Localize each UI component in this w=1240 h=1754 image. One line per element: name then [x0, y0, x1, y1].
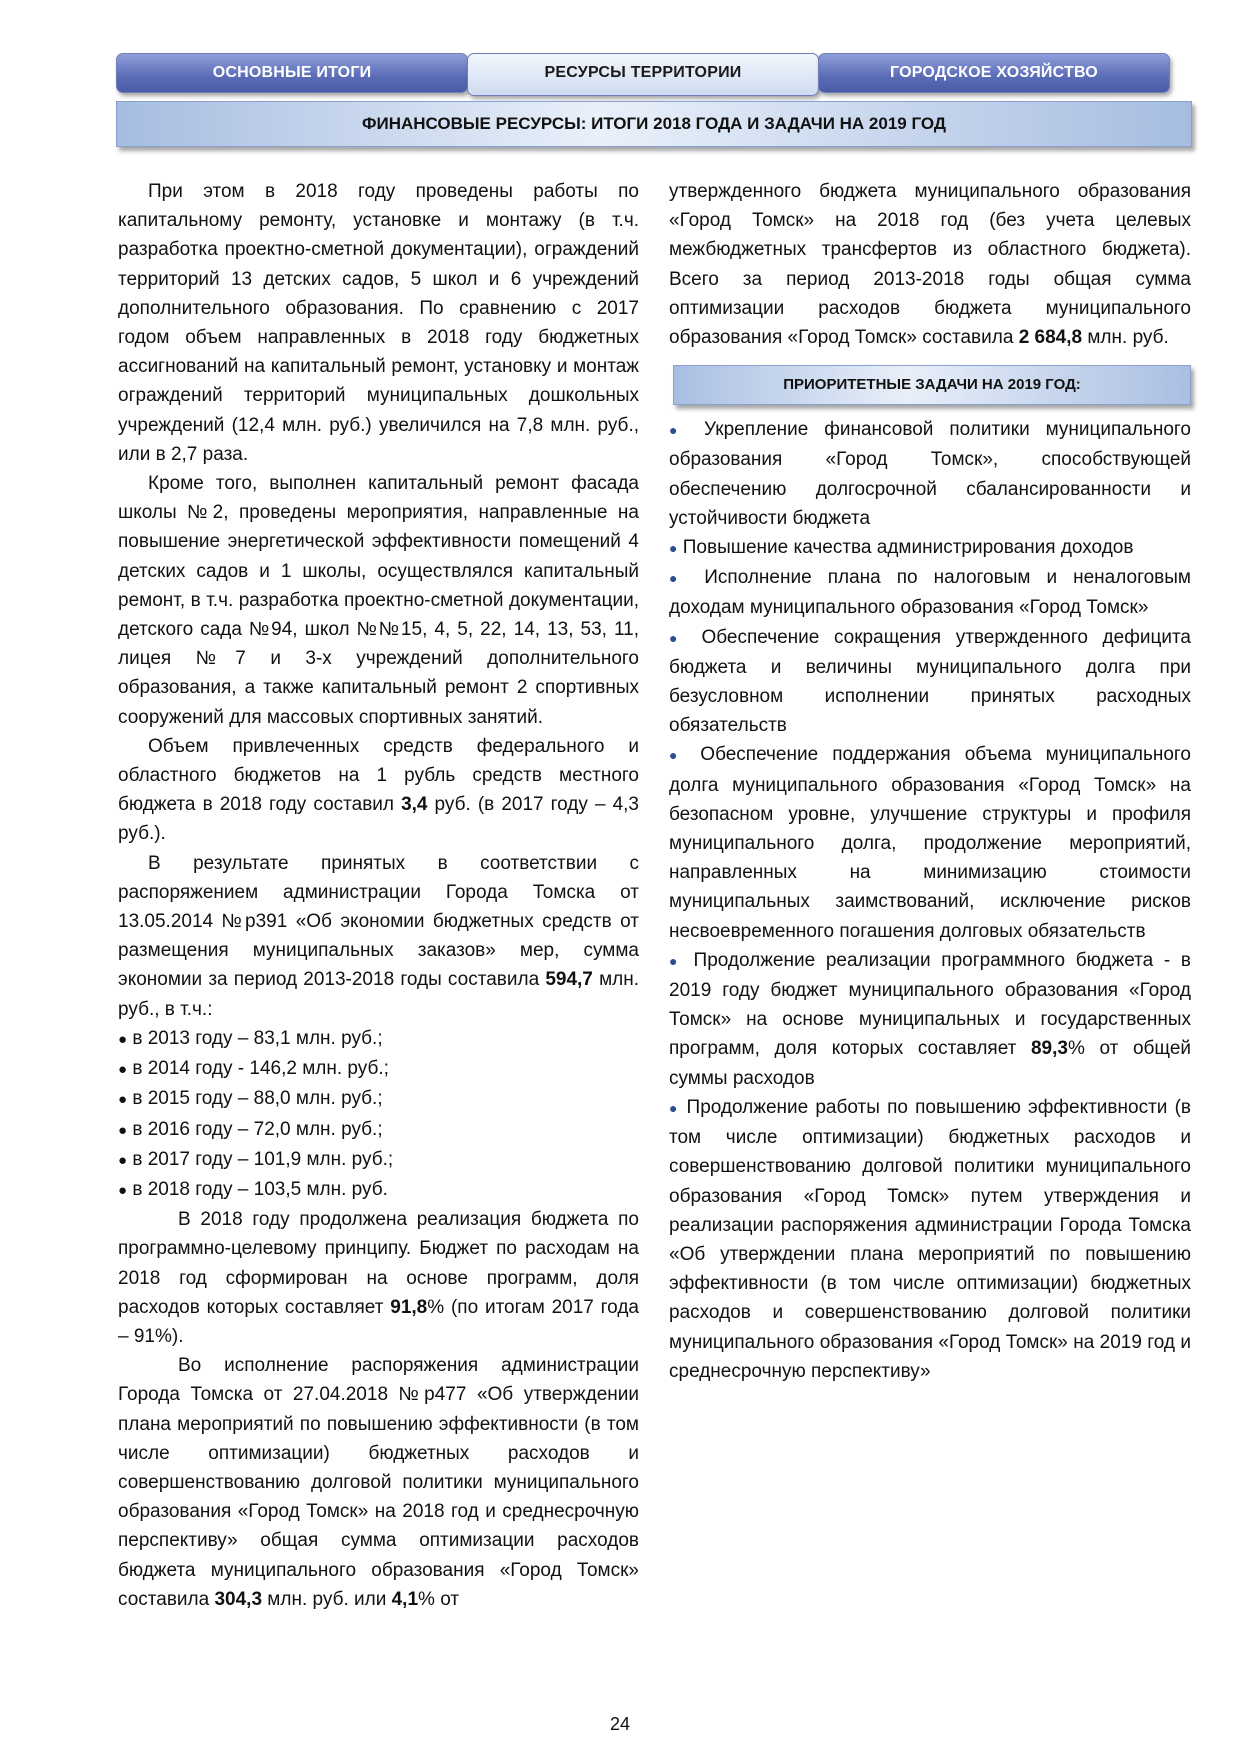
list-item: ● в 2018 году – 103,5 млн. руб.	[118, 1178, 388, 1200]
list-item: ● в 2016 году – 72,0 млн. руб.;	[118, 1118, 383, 1140]
value: 91,8	[390, 1296, 428, 1318]
text: утвержденного бюджета муниципального образования «Город Томск» на 2018 год (без учета целевых межбюджетных трансфертов из областного бюджета). Всего за период 2013-2018 годы общая сумма оптимизации расходов бюджета муниципального образования «Город Томск» составила	[669, 181, 1191, 349]
list-item: ● в 2013 году – 83,1 млн. руб.;	[118, 1027, 383, 1049]
paragraph: Кроме того, выполнен капитальный ремонт фасада школы №2, проведены мероприятия, направленные на повышение энергетической эффективности помещений 4 детских садов и 1 школы, осуществлялся капитальный ремонт, в т.ч. разработка проектно-сметной документации, детского сада №94, школ №№15, 4, 5, 22, 14, 13, 53, 11, лицея №7 и 3-х учреждений дополнительного образования, а также капитальный ремонт 2 спортивных сооружений для массовых спортивных занятий.	[118, 473, 639, 728]
list-item: ● Обеспечение поддержания объема муниципального долга муниципального образования «Город Томск» на безопасном уровне, улучшение структуры и профиля муниципального долга, продолжение мероприятий, направленных на минимизацию стоимости муниципальных заимствований, исключение рисков несвоевременного погашения долговых обязательств	[669, 744, 1191, 942]
value: 89,3	[1030, 1038, 1068, 1060]
subheader-title: ПРИОРИТЕТНЫЕ ЗАДАЧИ НА 2019 ГОД:	[783, 376, 1081, 394]
list-item: ● Повышение качества администрирования доходов	[669, 537, 1134, 559]
paragraph	[669, 177, 1191, 352]
section-tabs	[116, 53, 1190, 93]
priority-tasks-header	[673, 365, 1191, 405]
text: В 2018 году продолжена реализация бюджета по программно-целевому принципу. Бюджет по расходам на 2018 год сформирован на основе программ, доля расходов которых составляет	[118, 1209, 639, 1318]
paragraph	[118, 1351, 639, 1614]
list-item: ● Исполнение плана по налоговым и неналоговым доходам муниципального образования «Город Томск»	[669, 567, 1191, 619]
list-item: ● в 2014 году - 146,2 млн. руб.;	[118, 1058, 389, 1080]
tab-main-results[interactable]	[116, 53, 468, 93]
value: 2 684,8	[1018, 327, 1083, 349]
list-item: ● в 2015 году – 88,0 млн. руб.;	[118, 1088, 383, 1110]
tab-label: РЕСУРСЫ ТЕРРИТОРИИ	[544, 64, 742, 81]
text: В результате принятых в соответствии с распоряжением администрации Города Томска от 13.05.2014 №р391 «Об экономии бюджетных средств от размещения муниципальных заказов» мер, сумма экономии за период 2013-2018 годы составила	[118, 852, 639, 991]
paragraph	[118, 732, 639, 849]
left-column	[118, 177, 639, 1614]
section-banner	[116, 101, 1192, 147]
paragraph	[118, 849, 639, 1024]
tab-label: ОСНОВНЫЕ ИТОГИ	[212, 64, 372, 81]
text: Во исполнение распоряжения администрации Города Томска от 27.04.2018 №р477 «Об утверждении плана мероприятий по повышению эффективности (в том числе оптимизации) бюджетных расходов и совершенствованию долговой политики муниципального образования «Город Томск» на 2018 год и среднесрочную перспективу» общая сумма оптимизации расходов бюджета муниципального образования «Город Томск» составила	[118, 1355, 639, 1610]
value: 594,7	[545, 969, 593, 991]
text: % (по итогам 2017 года – 91%).	[118, 1296, 639, 1347]
list-item: ● Продолжение работы по повышению эффективности (в том числе оптимизации) бюджетных расходов и совершенствованию долговой политики муниципального образования «Город Томск» путем утверждения и реализации распоряжения администрации Города Томска «Об утверждении плана мероприятий по повышению эффективности (в том числе оптимизации) бюджетных расходов и совершенствованию долговой политики муниципального образования «Город Томск» на 2019 год и среднесрочную перспективу»	[669, 1096, 1191, 1382]
text: млн. руб. или	[262, 1588, 392, 1610]
list-item: ● Укрепление финансовой политики муниципального образования «Город Томск», способствующей обеспечению долгосрочной сбалансированности и устойчивости бюджета	[669, 419, 1191, 529]
paragraph: При этом в 2018 году проведены работы по капитальному ремонту, установке и монтажу (в т.ч. разработка проектно-сметной документации), ограждений территорий 13 детских садов, 5 школ и 6 учреждений дополнительного образования. По сравнению с 2017 годом объем направленных в 2018 году бюджетных ассигнований на капитальный ремонт, установку и монтаж ограждений территорий муниципальных дошкольных учреждений (12,4 млн. руб.) увеличился на 7,8 млн. руб., или в 2,7 раза.	[118, 181, 639, 465]
value: 4,1	[391, 1588, 419, 1610]
paragraph	[118, 1205, 639, 1351]
tab-label: ГОРОДСКОЕ ХОЗЯЙСТВО	[890, 64, 1098, 81]
list-item: ● Обеспечение сокращения утвержденного дефицита бюджета и величины муниципального долга при безусловном исполнении принятых расходных обязательств	[669, 626, 1191, 737]
text: руб. (в 2017 году – 4,3 руб.).	[118, 794, 639, 845]
list-item: ● Продолжение реализации программного бюджета - в 2019 году бюджет муниципального образования «Город Томск» на основе муниципальных и государственных программ, доля которых составляет 89,3% от общей суммы расходов	[669, 949, 1191, 1089]
text: млн. руб.	[1082, 327, 1169, 349]
tab-territory-resources[interactable]	[467, 53, 819, 96]
text: % от	[418, 1588, 460, 1610]
text: млн. руб., в т.ч.:	[118, 969, 639, 1020]
banner-title: ФИНАНСОВЫЕ РЕСУРСЫ: ИТОГИ 2018 ГОДА И ЗАДАЧИ НА 2019 ГОД	[361, 114, 946, 133]
value: 304,3	[214, 1588, 263, 1610]
tab-city-economy[interactable]	[818, 53, 1170, 93]
value: 3,4	[401, 794, 428, 816]
list-item: ● в 2017 году – 101,9 млн. руб.;	[118, 1148, 394, 1170]
page-number: 24	[609, 1714, 631, 1734]
right-column	[669, 177, 1191, 1386]
text: Объем привлеченных средств федерального и областного бюджетов на 1 рубль средств местного бюджета в 2018 году составил	[118, 735, 639, 816]
